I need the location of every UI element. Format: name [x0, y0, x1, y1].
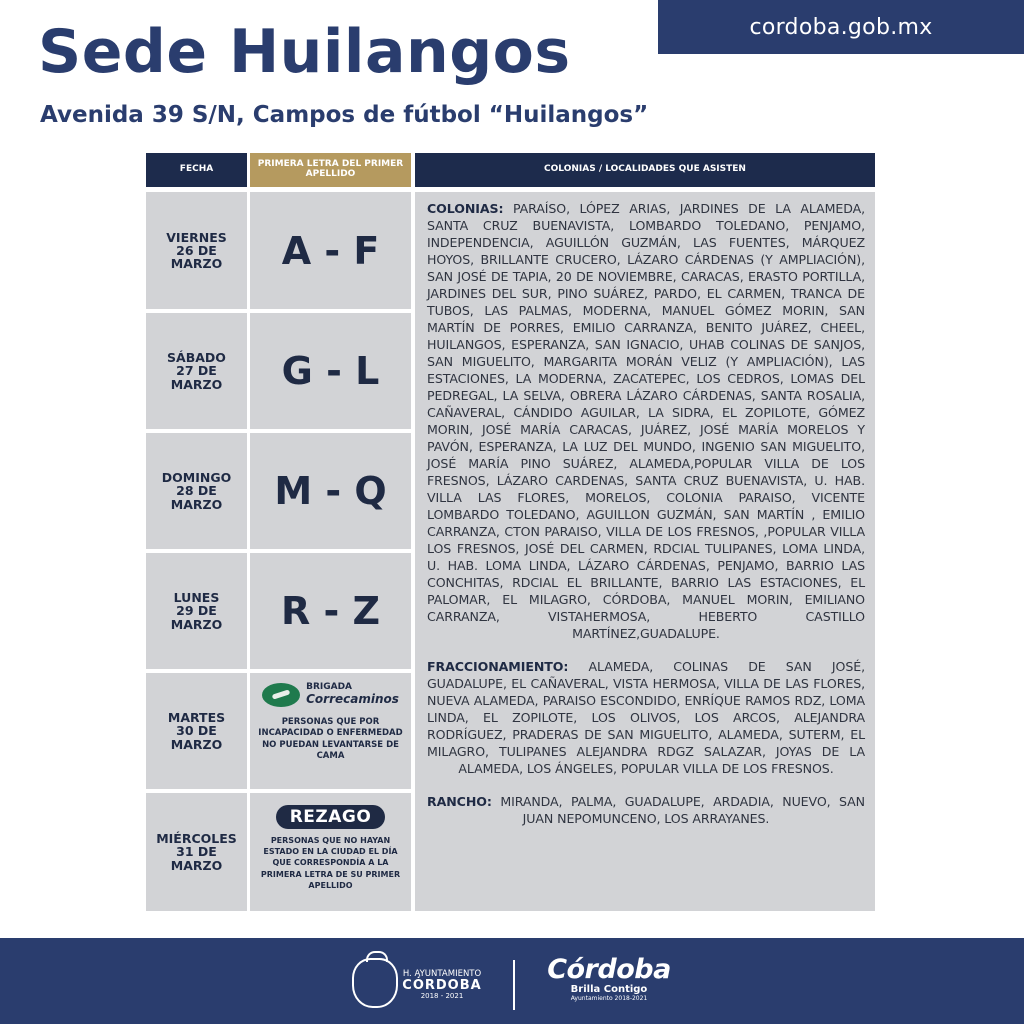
- page-subtitle: Avenida 39 S/N, Campos de fútbol “Huilangos”: [40, 102, 649, 128]
- date-cell-viernes: VIERNES 26 DE MARZO: [146, 192, 247, 309]
- footer: [0, 938, 1024, 1024]
- header-letra: PRIMERA LETRA DEL PRIMER APELLIDO: [250, 153, 411, 187]
- rezago-description: PERSONAS QUE NO HAYAN ESTADO EN LA CIUDAD EL DÍA QUE CORRESPONDÍA A LA PRIMERA LETRA DE SU PRIMER APELLIDO: [260, 836, 401, 890]
- site-url[interactable]: cordoba.gob.mx: [658, 0, 1024, 54]
- colonias-text: PARAÍSO, LÓPEZ ARIAS, JARDINES DE LA ALAMEDA, SANTA CRUZ BUENAVISTA, LOMBARDO TOLEDANO, PENJAMO, INDEPENDENCIA, AGUILLÓN GUZMÁN, LAS FUENTES, MÁRQUEZ HOYOS, BRILLANTE CRUCERO, LÁZARO CÁRDENAS (Y AMPLIACIÓN), SAN JOSÉ DE TAPIA, 20 DE NOVIEMBRE, CARACAS, ERASTO PORTILLA, JARDINES DEL SUR, PINO SUÁREZ, PARDO, EL CARMEN, TRANCA DE TUBOS, LAS PALMAS, MODERNA, MANUEL GÓMEZ MORIN, SAN MARTÍN DE PORRES, EMILIO CARRANZA, BENITO JUÁREZ, CHEEL, HUILANGOS, ESPERANZA, SAN IGNACIO, UHAB COLINAS DE SANJOS, SAN MIGUELITO, MARGARITA MORÁN VELIZ (Y AMPLIACIÓN), LAS ESTACIONES, LA MODERNA, ZACATEPEC, LOS CEDROS, LOMAS DEL PEDREGAL, LA SELVA, OBRERA LÁZARO CÁRDENAS, SANTA ROSALIA, CAÑAVERAL, CÁNDIDO AGUILAR, LA SIDRA, EL ZOPILOTE, GÓMEZ MORIN, JOSÉ MARÍA CARACAS, JUÁREZ, JOSÉ MARÍA MORELOS Y PAVÓN, ESPERANZA, LA LUZ DEL MUNDO, INGENIO SAN MIGUELITO, JOSÉ MARÍA PINO SUÁREZ, ALAMEDA,POPULAR VILLA DE LOS FRESNOS, LÁZARO CARDENAS, SANTA CRUZ BUENAVISTA, U. HAB. VILLA LAS FLORES, MORELOS, COLONIA PARAISO, VICENTE LOMBARDO TOLEDANO, AGUILLON GUZMÁN, SAN MARTÍN , EMILIO CARRANZA, CTON PARAISO, VILLA DE LOS FRESNOS, ,POPULAR VILLA LOS FRESNOS, JOSÉ DEL CARMEN, RDCIAL TULIPANES, LOMA LINDA, U. HAB. LOMA LINDA, LÁZARO CÁRDENAS, PENJAMO, BARRIO LAS CONCHITAS, RDCIAL EL BRILLANTE, BARRIO LAS ESTACIONES, EL PALOMAR, EL MILAGRO, CÓRDOBA, MANUEL MORIN, EMILIANO CARRANZA, VISTAHERMOSA, HEBERTO CASTILLO MARTÍNEZ,GUADALUPE.: [427, 201, 865, 641]
- rezago-cell: [250, 793, 411, 911]
- date-cell-miercoles: MIÉRCOLES 31 DE MARZO: [146, 793, 247, 911]
- header-colonias: COLONIAS / LOCALIDADES QUE ASISTEN: [415, 153, 875, 187]
- brigada-cell: [250, 673, 411, 789]
- brigada-name: Correcaminos: [306, 692, 399, 707]
- letters-cell-a-f: A - F: [250, 192, 411, 309]
- fraccionamiento-text: ALAMEDA, COLINAS DE SAN JOSÉ, GUADALUPE, EL CAÑAVERAL, VISTA HERMOSA, VILLA DE LAS FLORES, NUEVA ALAMEDA, PARAISO ESCONDIDO, ENRÍQUE RAMOS RDZ, LOMA LINDA, EL ZOPILOTE, LOS OLIVOS, LOS ARCOS, ALEJANDRA RODRÍGUEZ, PRADERAS DE SAN MIGUELITO, ALAMEDA, SUTERM, EL MILAGRO, TULIPANES ALEJANDRA RDGZ SALAZAR, JOYAS DE LA ALAMEDA, LOS ÁNGELES, POPULAR VILLA DE LOS FRESNOS.: [427, 659, 865, 776]
- brigada-logo: [262, 683, 399, 707]
- rancho-text: MIRANDA, PALMA, GUADALUPE, ARDADIA, NUEVO, SAN JUAN NEPOMUNCENO, LOS ARRAYANES.: [500, 794, 865, 826]
- brigada-description: PERSONAS QUE POR INCAPACIDAD O ENFERMEDAD NO PUEDAN LEVANTARSE DE CAMA: [258, 717, 403, 762]
- rancho-label: RANCHO:: [427, 794, 492, 809]
- fraccionamiento-label: FRACCIONAMIENTO:: [427, 659, 569, 674]
- date-cell-domingo: DOMINGO 28 DE MARZO: [146, 433, 247, 549]
- footer-divider: [513, 960, 515, 1010]
- page-title: Sede Huilangos: [38, 17, 571, 87]
- rezago-badge: REZAGO: [276, 805, 386, 829]
- date-cell-lunes: LUNES 29 DE MARZO: [146, 553, 247, 669]
- letters-cell-r-z: R - Z: [250, 553, 411, 669]
- letters-cell-g-l: G - L: [250, 313, 411, 429]
- colonias-list: [427, 200, 865, 843]
- date-cell-sabado: SÁBADO 27 DE MARZO: [146, 313, 247, 429]
- brigada-label: BRIGADA: [306, 682, 353, 693]
- letters-cell-m-q: M - Q: [250, 433, 411, 549]
- colonias-label: COLONIAS:: [427, 201, 504, 216]
- roadrunner-icon: [262, 683, 300, 707]
- city-seal-icon: [352, 958, 398, 1008]
- date-cell-martes: MARTES 30 DE MARZO: [146, 673, 247, 789]
- cordoba-brand-logo: Córdoba Brilla Contigo Ayuntamiento 2018-2021: [547, 954, 671, 1002]
- ayuntamiento-logo: H. AYUNTAMIENTO CÓRDOBA 2018 - 2021: [402, 969, 482, 1000]
- header-fecha: FECHA: [146, 153, 247, 187]
